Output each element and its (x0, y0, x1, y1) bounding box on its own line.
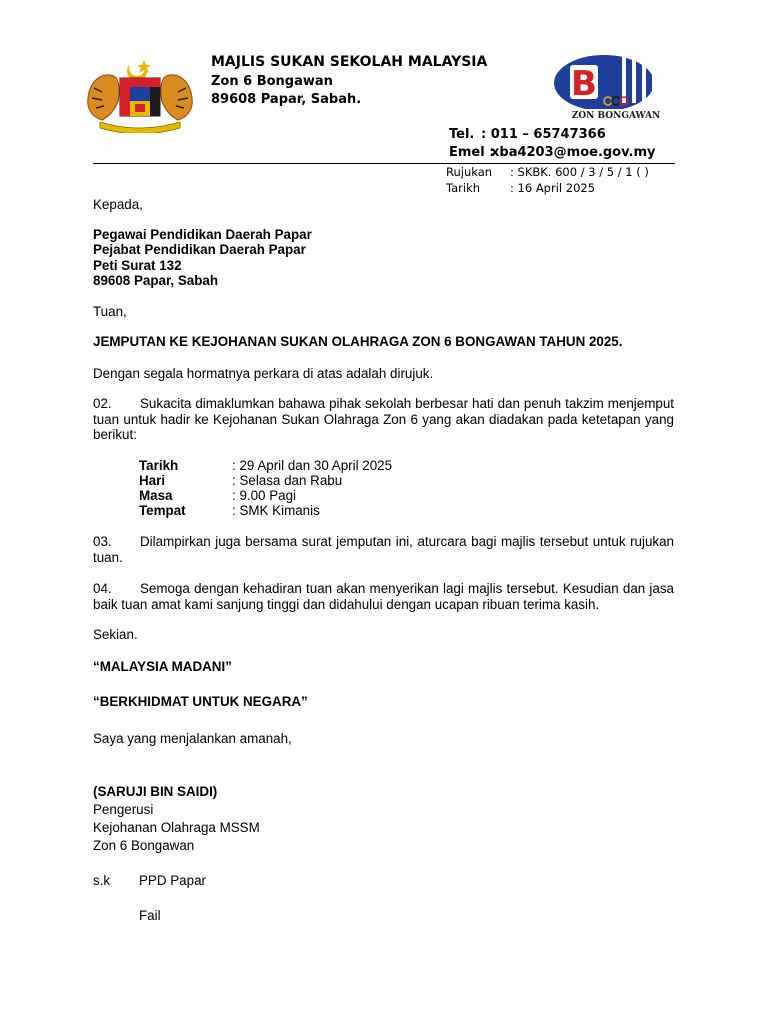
paragraph-3 (93, 534, 674, 565)
amanah-line: Saya yang menjalankan amanah, (93, 731, 292, 746)
paragraph-4-number: 04. (93, 581, 112, 596)
paragraph-4 (93, 581, 674, 612)
rujukan-label: Rujukan (446, 165, 493, 179)
coat-of-arms-emblem (80, 58, 200, 133)
paragraph-3-number: 03. (93, 534, 112, 549)
slogan-malaysia-madani: “MALAYSIA MADANI” (93, 659, 232, 674)
paragraph-2-number: 02. (93, 396, 112, 411)
detail-label: Tempat (139, 503, 186, 518)
svg-text:ZON BONGAWAN: ZON BONGAWAN (571, 111, 661, 121)
recipient-line-1: Pegawai Pendidikan Daerah Papar (93, 227, 312, 242)
tarikh-value: : 16 April 2025 (510, 181, 596, 195)
email-label: Emel : (449, 145, 495, 160)
signatory-name: (SARUJI BIN SAIDI) (93, 784, 218, 799)
recipient-line-4: 89608 Papar, Sabah (93, 273, 219, 288)
signatory-event: Kejohanan Olahraga MSSM (93, 820, 260, 835)
paragraph-2 (93, 396, 674, 443)
cc-recipient-1: PPD Papar (139, 873, 206, 888)
detail-value: : 9.00 Pagi (232, 488, 297, 503)
tel-label: Tel. (449, 127, 475, 142)
salutation: Tuan, (93, 304, 127, 319)
detail-row-masa (139, 488, 296, 503)
paragraph-1: Dengan segala hormatnya perkara di atas adalah dirujuk. (93, 366, 434, 381)
tel-value: : 011 – 65747366 (481, 127, 606, 142)
detail-value: : 29 April dan 30 April 2025 (232, 458, 393, 473)
paragraph-3-text: Dilampirkan juga bersama surat jemputan ini, aturcara bagi majlis tersebut untuk rujukan tuan. (93, 534, 674, 565)
paragraph-2-text: Sukacita dimaklumkan bahawa pihak sekolah berbesar hati dan penuh takzim menjemput tuan untuk hadir ke Kejohanan Sukan Olahraga Zon 6 yang akan diadakan pada ketetapan yang berikut: (93, 396, 674, 442)
signatory-title: Pengerusi (93, 802, 154, 817)
email-value[interactable]: xba4203@moe.gov.my (491, 145, 656, 160)
detail-row-tarikh (139, 458, 392, 473)
zon-bongawan-logo (552, 51, 672, 121)
cc-recipient-2: Fail (139, 908, 161, 923)
recipient-line-2: Pejabat Pendidikan Daerah Papar (93, 242, 306, 257)
detail-row-tempat (139, 503, 320, 518)
cc-label: s.k (93, 873, 111, 888)
kepada: Kepada, (93, 197, 143, 212)
closing: Sekian. (93, 627, 138, 642)
org-address: 89608 Papar, Sabah. (211, 92, 362, 107)
header-divider (93, 163, 675, 164)
detail-value: : Selasa dan Rabu (232, 473, 343, 488)
svg-text:B: B (571, 64, 597, 104)
detail-label: Tarikh (139, 458, 179, 473)
subject-line: JEMPUTAN KE KEJOHANAN SUKAN OLAHRAGA ZON 6 BONGAWAN TAHUN 2025. (93, 334, 623, 349)
detail-label: Masa (139, 488, 173, 503)
signatory-zone: Zon 6 Bongawan (93, 838, 195, 853)
detail-value: : SMK Kimanis (232, 503, 320, 518)
paragraph-4-text: Semoga dengan kehadiran tuan akan menyerikan lagi majlis tersebut. Kesudian dan jasa baik tuan amat kami sanjung tinggi dan didahului dengan ucapan ribuan terima kasih. (93, 581, 674, 612)
org-zone: Zon 6 Bongawan (211, 74, 333, 89)
slogan-berkhidmat: “BERKHIDMAT UNTUK NEGARA” (93, 694, 308, 709)
detail-row-hari (139, 473, 342, 488)
org-name: MAJLIS SUKAN SEKOLAH MALAYSIA (211, 54, 488, 70)
recipient-line-3: Peti Surat 132 (93, 258, 182, 273)
rujukan-value: : SKBK. 600 / 3 / 5 / 1 ( ) (510, 165, 649, 179)
detail-label: Hari (139, 473, 166, 488)
tarikh-label: Tarikh (446, 181, 481, 195)
